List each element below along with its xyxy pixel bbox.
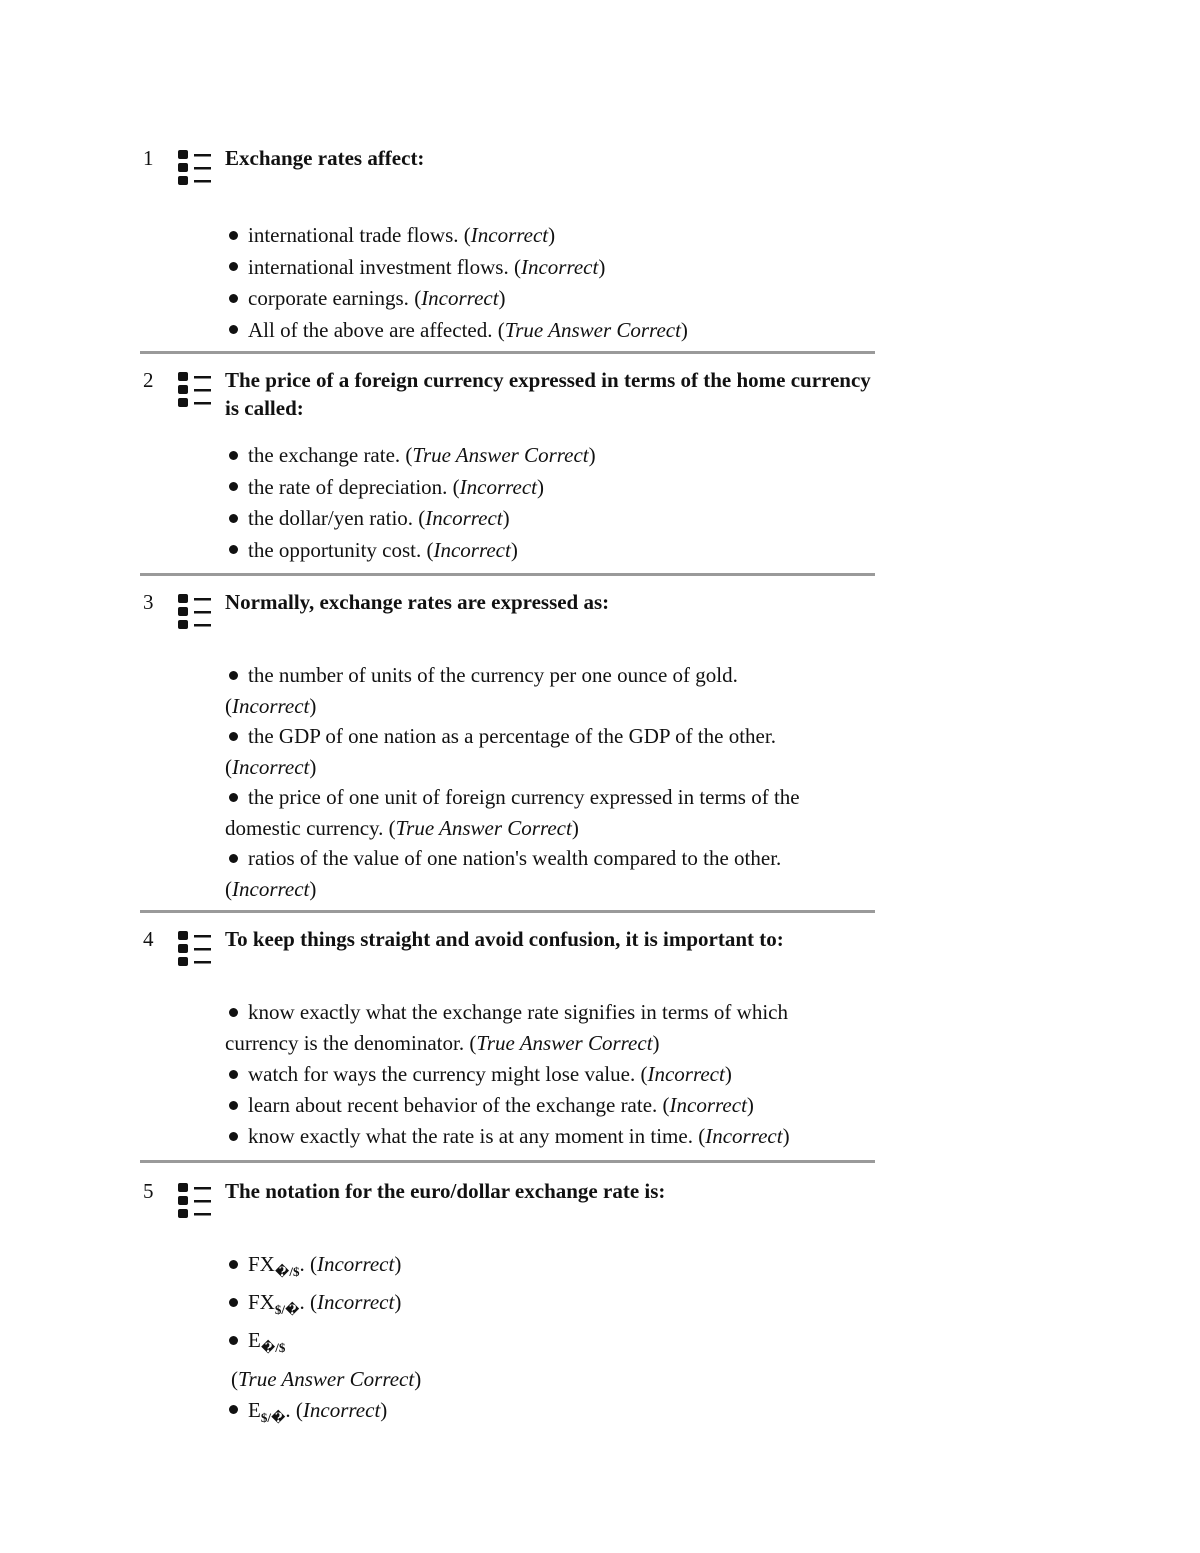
answer-feedback: Incorrect [459, 474, 538, 499]
answer-feedback: Incorrect [316, 1290, 395, 1315]
question-text: Exchange rates affect: [225, 146, 425, 170]
question-text: The notation for the euro/dollar exchange rate is: [225, 1179, 666, 1203]
answer-option: $E_{\$/�}$. (Incorrect) [225, 1395, 885, 1433]
bullet-icon [229, 451, 238, 460]
answer-feedback: Incorrect [316, 1252, 395, 1276]
answer-options [225, 220, 885, 346]
question-number: 3 [143, 590, 154, 614]
answer-feedback: Incorrect [302, 1397, 381, 1422]
question-number: 2 [143, 368, 154, 392]
answer-option: the GDP of one nation as a percentage of the GDP of the other. (Incorrect) [225, 724, 776, 779]
answer-option: know exactly what the exchange rate signifies in terms of which currency is the denominator. (True Answer Correct) [225, 1000, 788, 1055]
answer-feedback: Incorrect [421, 286, 499, 310]
multiple-choice-icon [177, 370, 217, 410]
question-divider [140, 573, 875, 576]
answer-options [225, 997, 885, 1152]
bullet-icon [229, 545, 238, 554]
answer-option: the price of one unit of foreign currency expressed in terms of the domestic currency. (True Answer Correct) [225, 785, 800, 840]
bullet-icon [229, 514, 238, 523]
answer-option: know exactly what the rate is at any moment in time. (Incorrect) [225, 1121, 885, 1152]
bullet-icon [229, 1336, 238, 1345]
question-divider [140, 351, 875, 354]
answer-option: $FX_{�/\$}$. (Incorrect) [225, 1249, 885, 1287]
bullet-icon [229, 231, 238, 240]
bullet-icon [229, 732, 238, 741]
answer-option: international investment flows. (Incorrect) [225, 252, 885, 284]
answer-option: corporate earnings. (Incorrect) [225, 283, 885, 315]
answer-feedback: True Answer Correct [412, 443, 589, 467]
multiple-choice-icon [177, 1181, 217, 1221]
answer-feedback: Incorrect [232, 693, 310, 718]
bullet-icon [229, 671, 238, 680]
answer-option: All of the above are affected. (True Answer Correct) [225, 315, 885, 347]
bullet-icon [229, 854, 238, 863]
answer-feedback: Incorrect [433, 537, 511, 562]
answer-feedback: Incorrect [232, 754, 310, 779]
bullet-icon [229, 325, 238, 334]
bullet-icon [229, 1405, 238, 1414]
bullet-icon [229, 1070, 238, 1079]
answer-option: the rate of depreciation. (Incorrect) [225, 472, 885, 504]
answer-feedback: True Answer Correct [476, 1031, 653, 1055]
bullet-icon [229, 294, 238, 303]
answer-feedback: Incorrect [520, 254, 599, 279]
answer-feedback: Incorrect [425, 506, 503, 530]
bullet-icon [229, 793, 238, 802]
question-number: 4 [143, 927, 154, 951]
answer-option: $FX_{\$/�}$. (Incorrect) [225, 1287, 885, 1325]
answer-options [225, 440, 885, 566]
bullet-icon [229, 1260, 238, 1269]
bullet-icon [229, 482, 238, 491]
answer-option: the number of units of the currency per one ounce of gold. (Incorrect) [225, 663, 738, 718]
question-text: The price of a foreign currency expressed in terms of the home currency is called: [225, 368, 871, 420]
multiple-choice-icon [177, 592, 217, 632]
answer-feedback: Incorrect [232, 876, 310, 901]
answer-option: the dollar/yen ratio. (Incorrect) [225, 503, 885, 535]
answer-feedback: Incorrect [669, 1093, 747, 1117]
multiple-choice-icon [177, 929, 217, 969]
question-divider [140, 910, 875, 913]
answer-option: $E_{�/\$}$ (True Answer Correct) [231, 1328, 422, 1391]
answer-feedback: True Answer Correct [395, 815, 572, 840]
answer-feedback: Incorrect [705, 1124, 783, 1148]
bullet-icon [229, 1101, 238, 1110]
answer-feedback: Incorrect [647, 1062, 725, 1086]
answer-feedback: True Answer Correct [504, 317, 681, 342]
question-text: Normally, exchange rates are expressed as: [225, 590, 610, 614]
bullet-icon [229, 1132, 238, 1141]
answer-option: learn about recent behavior of the exchange rate. (Incorrect) [225, 1090, 885, 1121]
answer-feedback: True Answer Correct [238, 1366, 415, 1391]
question-text: To keep things straight and avoid confusion, it is important to: [225, 927, 784, 951]
question-number: 5 [143, 1179, 154, 1203]
answer-option: the exchange rate. (True Answer Correct) [225, 440, 885, 472]
answer-option: international trade flows. (Incorrect) [225, 220, 885, 252]
question-number: 1 [143, 146, 154, 170]
answer-feedback: Incorrect [470, 223, 549, 247]
answer-options [225, 1249, 885, 1433]
bullet-icon [229, 1008, 238, 1017]
answer-options [225, 660, 885, 904]
answer-option: watch for ways the currency might lose value. (Incorrect) [225, 1059, 885, 1090]
answer-option: ratios of the value of one nation's wealth compared to the other. (Incorrect) [225, 846, 782, 901]
bullet-icon [229, 262, 238, 271]
answer-option: the opportunity cost. (Incorrect) [225, 535, 885, 567]
multiple-choice-icon [177, 148, 217, 188]
bullet-icon [229, 1298, 238, 1307]
question-divider [140, 1160, 875, 1163]
